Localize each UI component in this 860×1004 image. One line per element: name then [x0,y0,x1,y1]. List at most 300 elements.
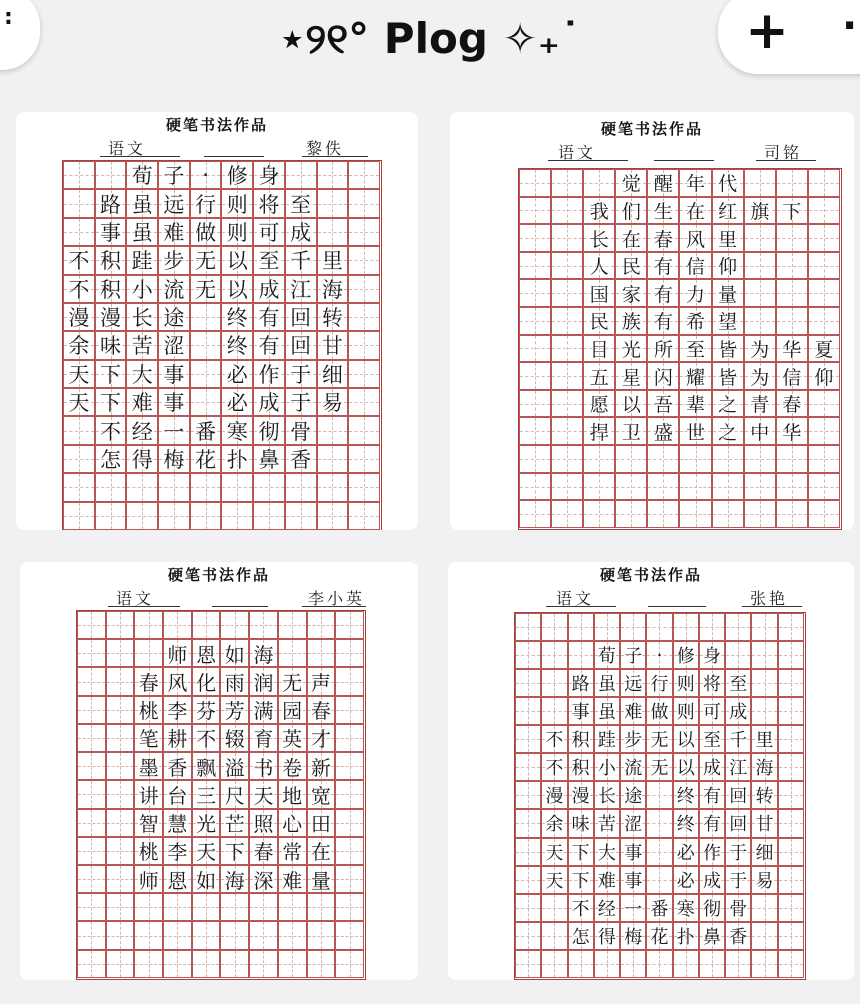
handwritten-char: 天 [68,391,90,416]
subject-label: 语文 [108,139,147,158]
grid-row [519,197,841,225]
grid-row [515,894,805,922]
handwritten-char: 味 [100,334,122,359]
grid-cell [220,752,249,780]
grid-row [515,613,805,641]
grid-cell [744,500,776,528]
grid-cell [673,894,699,922]
handwritten-char: 一 [163,419,185,444]
grid-cell [679,500,711,528]
handwritten-char: 量 [718,283,738,306]
more-icon[interactable]: · [842,3,858,49]
grid-cell [751,613,777,641]
grid-cell [249,865,278,893]
grid-cell [348,189,380,217]
grid-row [77,837,365,865]
grid-cell [673,725,699,753]
handwritten-char: 望 [718,311,738,334]
grid-cell [515,950,541,978]
grid-cell [220,893,249,921]
handwritten-char: 则 [226,192,248,217]
handwritten-char: 不 [196,727,217,752]
grid-cell [285,161,317,189]
grid-cell [712,252,744,280]
handwritten-char: 量 [310,868,331,893]
handwritten-char: 书 [253,755,274,780]
handwritten-char: 吾 [653,394,673,417]
grid-cell [620,641,646,669]
grid-cell [190,275,222,303]
grid-cell [776,307,808,335]
handwritten-char: 力 [686,283,706,306]
grid-cell [253,218,285,246]
grid-cell [647,445,679,473]
class-line [648,606,706,607]
grid-row [519,362,841,390]
grid-cell [515,922,541,950]
handwritten-char: 尺 [224,783,245,808]
handwritten-char: 虽 [131,192,153,217]
handwritten-char: 必 [676,842,695,864]
handwritten-char: 花 [650,926,669,948]
handwritten-char: 芳 [224,699,245,724]
grid-cell [190,189,222,217]
grid-cell [134,724,163,752]
grid-row [515,781,805,809]
handwritten-char: 于 [729,842,748,864]
grid-cell [278,809,307,837]
grid-cell [699,725,725,753]
grid-cell [221,445,253,473]
handwritten-char: 信 [686,256,706,279]
handwritten-char: 漫 [100,306,122,331]
handwritten-char: 梅 [163,447,185,472]
grid-cell [126,189,158,217]
grid-row [77,724,365,752]
grid-cell [285,331,317,359]
calligraphy-card-2[interactable] [450,112,854,530]
grid-cell [307,780,336,808]
grid-cell [673,641,699,669]
grid-cell [679,252,711,280]
grid-cell [647,362,679,390]
grid-cell [519,445,551,473]
grid-cell [778,697,804,725]
handwritten-char: 得 [131,447,153,472]
grid-cell [190,246,222,274]
grid-cell [519,362,551,390]
handwritten-char: 于 [290,391,312,416]
grid-cell [541,753,567,781]
handwritten-char: 细 [321,362,343,387]
grid-cell [568,922,594,950]
grid-cell [158,275,190,303]
grid-cell [63,502,95,530]
grid-row [515,866,805,894]
handwritten-char: 荀 [131,164,153,189]
grid-cell [192,893,221,921]
grid-cell [646,641,672,669]
grid-cell [190,445,222,473]
handwritten-char: 则 [676,674,695,696]
handwritten-char: 以 [226,277,248,302]
grid-cell [221,303,253,331]
grid-cell [583,335,615,363]
grid-row [77,893,365,921]
handwritten-char: 难 [131,391,153,416]
handwritten-char: 光 [196,812,217,837]
handwritten-char: 流 [163,277,185,302]
plus-icon[interactable]: + [745,1,789,61]
handwritten-char: 至 [729,674,748,696]
grid-cell [673,613,699,641]
grid-cell [317,445,349,473]
handwritten-char: 们 [621,200,641,223]
handwritten-char: 国 [589,283,609,306]
grid-cell [106,893,135,921]
grid-cell [712,335,744,363]
grid-cell [712,197,744,225]
grid-cell [615,169,647,197]
handwritten-char: 五 [589,366,609,389]
grid-cell [106,865,135,893]
grid-cell [744,307,776,335]
handwritten-char: 之 [718,394,738,417]
handwritten-char: 做 [650,702,669,724]
grid-cell [568,866,594,894]
grid-cell [751,697,777,725]
handwritten-char: 卷 [282,755,303,780]
grid-cell [647,390,679,418]
handwritten-char: 不 [68,277,90,302]
grid-cell [551,335,583,363]
handwritten-char: 有 [653,256,673,279]
grid-cell [221,161,253,189]
grid-cell [699,894,725,922]
handwritten-char: 世 [686,421,706,444]
grid-cell [126,445,158,473]
grid-cell [725,697,751,725]
handwritten-char: 小 [131,277,153,302]
grid-cell [808,279,840,307]
grid-cell [335,893,364,921]
grid-cell [221,416,253,444]
grid-cell [673,922,699,950]
grid-cell [158,445,190,473]
subject-line [546,606,616,607]
grid-cell [515,866,541,894]
grid-cell [285,473,317,501]
grid-cell [348,445,380,473]
grid-cell [615,445,647,473]
handwritten-char: 于 [729,870,748,892]
grid-cell [158,473,190,501]
handwritten-char: 天 [545,842,564,864]
handwritten-char: 下 [571,842,590,864]
grid-cell [679,197,711,225]
handwritten-char: 彻 [258,419,280,444]
handwritten-char: 天 [253,783,274,808]
grid-cell [673,669,699,697]
grid-cell [594,894,620,922]
grid-cell [519,169,551,197]
grid-cell [95,218,127,246]
handwritten-char: 终 [676,786,695,808]
grid-row [63,218,381,246]
grid-cell [615,473,647,501]
handwritten-char: 作 [258,362,280,387]
grid-cell [551,252,583,280]
handwritten-char: 声 [310,671,331,696]
grid-cell [744,390,776,418]
handwritten-char: 墨 [138,755,159,780]
handwritten-char: 信 [782,366,802,389]
grid-cell [673,866,699,894]
grid-cell [285,445,317,473]
name-line [756,160,816,161]
grid-cell [163,837,192,865]
grid-cell [646,838,672,866]
grid-cell [190,331,222,359]
grid-cell [126,473,158,501]
handwritten-char: 怎 [100,447,122,472]
handwritten-char: 苦 [597,814,616,836]
grid-cell [778,669,804,697]
grid-cell [679,445,711,473]
grid-row [63,303,381,331]
grid-cell [307,724,336,752]
card-title: 硬笔书法作品 [599,566,702,584]
grid-cell [541,809,567,837]
grid-cell [335,667,364,695]
grid-cell [307,809,336,837]
grid-cell [744,169,776,197]
handwritten-char: 荀 [597,646,616,668]
grid-cell [808,224,840,252]
grid-cell [725,866,751,894]
grid-cell [253,189,285,217]
grid-cell [317,161,349,189]
grid-cell [106,696,135,724]
grid-cell [647,224,679,252]
handwritten-char: 智 [138,812,159,837]
grid-cell [126,275,158,303]
grid-row [77,696,365,724]
grid-cell [515,725,541,753]
top-bar [0,0,860,100]
handwritten-char: 事 [624,842,643,864]
handwritten-char: 花 [195,447,217,472]
grid-cell [568,753,594,781]
handwritten-char: 台 [167,783,188,808]
handwritten-char: 耀 [686,366,706,389]
handwritten-char: 芬 [196,699,217,724]
grid-cell [348,416,380,444]
grid-cell [615,335,647,363]
handwritten-char: 春 [782,394,802,417]
grid-cell [348,473,380,501]
grid-cell [515,669,541,697]
handwritten-char: · [656,644,663,666]
grid-cell [551,445,583,473]
grid-cell [192,752,221,780]
handwritten-char: 春 [138,671,159,696]
handwritten-char: 卫 [621,421,641,444]
grid-cell [77,921,106,949]
handwritten-char: 转 [321,306,343,331]
handwritten-char: 下 [782,200,802,223]
grid-cell [699,838,725,866]
handwritten-char: 余 [545,814,564,836]
grid-cell [647,252,679,280]
grid-cell [751,922,777,950]
writing-grid [76,610,366,980]
grid-cell [192,837,221,865]
grid-cell [106,639,135,667]
handwritten-char: 觉 [621,173,641,196]
handwritten-char: 远 [624,674,643,696]
calligraphy-card-4[interactable] [448,562,854,980]
grid-cell [647,500,679,528]
grid-cell [163,724,192,752]
grid-cell [63,161,95,189]
grid-cell [712,390,744,418]
grid-cell [808,473,840,501]
grid-cell [808,307,840,335]
grid-cell [751,809,777,837]
grid-cell [106,921,135,949]
handwritten-char: 得 [597,926,616,948]
grid-cell [646,613,672,641]
grid-cell [646,922,672,950]
handwritten-char: 行 [650,674,669,696]
grid-cell [126,502,158,530]
grid-cell [190,473,222,501]
handwritten-char: 虽 [597,674,616,696]
grid-cell [778,950,804,978]
handwritten-char: 以 [676,730,695,752]
handwritten-char: 难 [282,868,303,893]
grid-row [63,161,381,189]
grid-cell [249,893,278,921]
handwritten-char: 番 [650,898,669,920]
handwritten-char: 有 [653,283,673,306]
handwritten-char: 师 [167,642,188,667]
grid-cell [519,417,551,445]
grid-cell [348,388,380,416]
subject-label: 语文 [556,589,595,608]
grid-cell [744,279,776,307]
class-line [204,156,264,157]
grid-row [515,753,805,781]
grid-cell [751,866,777,894]
grid-cell [163,780,192,808]
grid-cell [348,303,380,331]
grid-cell [192,809,221,837]
grid-cell [551,500,583,528]
handwritten-char: 在 [686,200,706,223]
grid-cell [253,360,285,388]
grid-cell [744,473,776,501]
grid-cell [776,417,808,445]
grid-cell [679,473,711,501]
grid-cell [158,189,190,217]
grid-cell [699,922,725,950]
grid-cell [776,500,808,528]
handwritten-char: 中 [750,421,770,444]
grid-cell [335,696,364,724]
grid-cell [615,500,647,528]
handwritten-char: 心 [282,812,303,837]
grid-cell [95,331,127,359]
grid-cell [620,781,646,809]
grid-cell [317,189,349,217]
grid-cell [615,252,647,280]
handwritten-char: 成 [702,870,721,892]
grid-cell [751,753,777,781]
name-line [302,606,366,607]
grid-cell [751,838,777,866]
handwritten-char: 闪 [653,366,673,389]
grid-cell [253,502,285,530]
grid-cell [278,611,307,639]
grid-cell [278,724,307,752]
grid-cell [673,781,699,809]
handwritten-char: 里 [321,249,343,274]
grid-cell [63,473,95,501]
grid-cell [106,724,135,752]
grid-row [77,752,365,780]
grid-cell [221,331,253,359]
handwritten-char: 不 [545,730,564,752]
grid-cell [541,725,567,753]
handwritten-char: 至 [258,249,280,274]
calligraphy-card-3[interactable] [20,562,418,980]
handwritten-char: 积 [571,758,590,780]
handwritten-char: 虽 [597,702,616,724]
handwritten-char: 子 [163,164,185,189]
grid-cell [221,189,253,217]
grid-cell [190,303,222,331]
grid-cell [776,473,808,501]
grid-cell [778,613,804,641]
grid-cell [568,838,594,866]
grid-cell [808,445,840,473]
calligraphy-card-1[interactable] [16,112,418,530]
grid-cell [776,390,808,418]
handwritten-char: 我 [589,200,609,223]
grid-cell [106,809,135,837]
handwritten-char: 长 [131,306,153,331]
handwritten-char: 远 [163,192,185,217]
grid-cell [679,417,711,445]
grid-cell [253,246,285,274]
handwritten-char: 田 [310,812,331,837]
grid-cell [106,667,135,695]
grid-cell [594,641,620,669]
grid-cell [679,224,711,252]
grid-cell [158,502,190,530]
grid-cell [307,752,336,780]
grid-cell [158,218,190,246]
grid-cell [285,416,317,444]
grid-cell [808,417,840,445]
grid-cell [699,781,725,809]
grid-cell [95,303,127,331]
handwritten-char: 才 [310,727,331,752]
grid-row [515,641,805,669]
grid-cell [335,724,364,752]
